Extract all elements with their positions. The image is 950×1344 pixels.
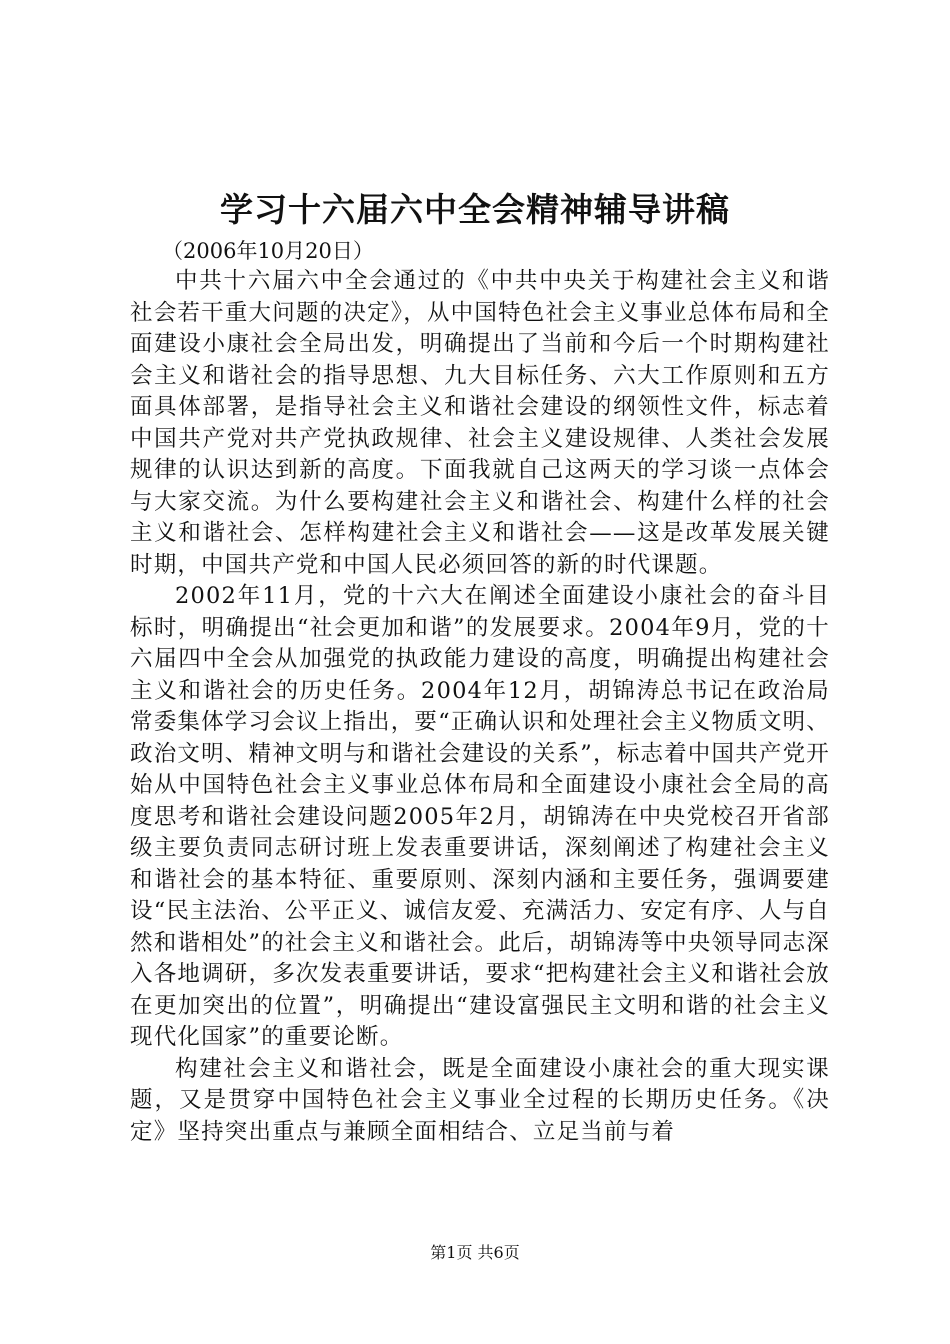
page-footer: 第1页 共6页 (430, 1243, 520, 1262)
document-date: （2006年10月20日） (162, 239, 374, 263)
paragraph-2: 2002年11月，党的十六大在阐述全面建设小康社会的奋斗目标时，明确提出“社会更加和谐”的发展要求。2004年9月，党的十六届四中全会从加强党的执政能力建设的高度，明确提出构建社会主义和谐社会的历史任务。2004年12月，胡锦涛总书记在政治局常委集体学习会议上指出，要“正确认识和处理社会主义物质文明、政治文明、精神文明与和谐社会建设的关系”，标志着中国共产党开始从中国特色社会主义事业总体布局和全面建设小康社会全局的高度思考和谐社会建设问题2005年2月，胡锦涛在中央党校召开省部级主要负责同志研讨班上发表重要讲话，深刻阐述了构建社会主义和谐社会的基本特征、重要原则、深刻内涵和主要任务，强调要建设“民主法治、公平正义、诚信友爱、充满活力、安定有序、人与自然和谐相处”的社会主义和谐社会。此后，胡锦涛等中央领导同志深入各地调研，多次发表重要讲话，要求“把构建社会主义和谐社会放在更加突出的位置”，明确提出“建设富强民主文明和谐的社会主义现代化国家”的重要论断。 (130, 583, 831, 1050)
paragraph-1: 中共十六届六中全会通过的《中共中央关于构建社会主义和谐社会若干重大问题的决定》，从中国特色社会主义事业总体布局和全面建设小康社会全局出发，明确提出了当前和今后一个时期构建社会主义和谐社会的指导思想、九大目标任务、六大工作原则和五方面具体部署，是指导社会主义和谐社会建设的纲领性文件，标志着中国共产党对共产党执政规律、社会主义建设规律、人类社会发展规律的认识达到新的高度。下面我就自己这两天的学习谈一点体会与大家交流。为什么要构建社会主义和谐社会、构建什么样的社会主义和谐社会、怎样构建社会主义和谐社会——这是改革发展关键时期，中国共产党和中国人民必须回答的新的时代课题。 (130, 268, 830, 578)
document-title: 学习十六届六中全会精神辅导讲稿 (220, 190, 730, 229)
document-body (130, 266, 830, 1148)
paragraph-3: 构建社会主义和谐社会，既是全面建设小康社会的重大现实课题，又是贯穿中国特色社会主义事业全过程的长期历史任务。《决定》坚持突出重点与兼顾全面相结合、立足当前与着 (130, 1055, 830, 1145)
